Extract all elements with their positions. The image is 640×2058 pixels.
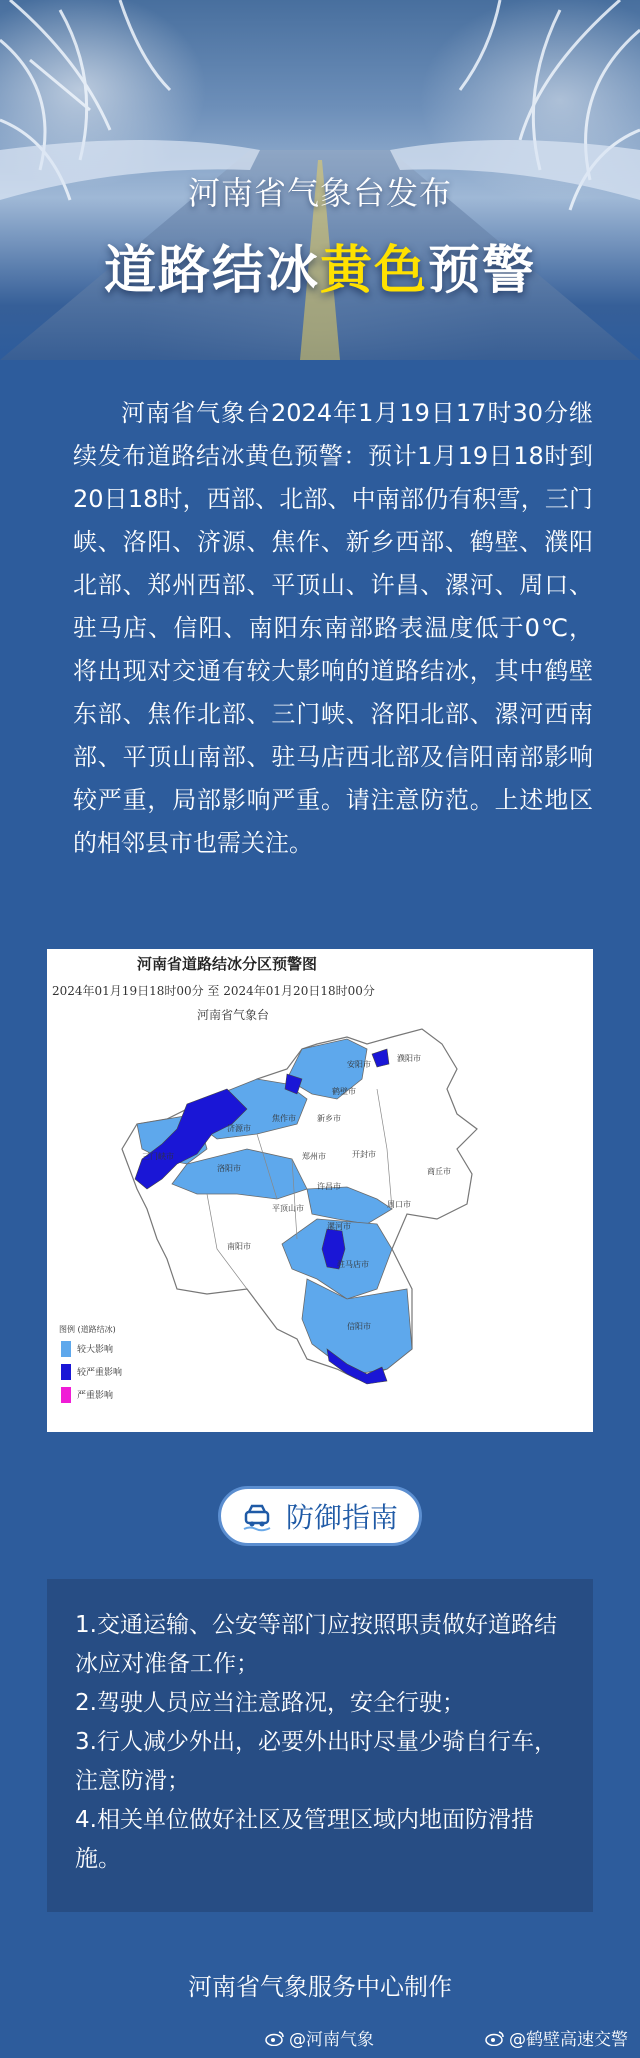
henan-warning-map (47, 949, 593, 1432)
producer-credit: 河南省气象服务中心制作 (188, 1973, 452, 2001)
warning-map-card (47, 949, 593, 1432)
city-label: 南阳市 (227, 1242, 251, 1251)
city-label: 开封市 (352, 1150, 376, 1159)
legend-label: 严重影响 (77, 1391, 114, 1401)
guide-item: 2.驾驶人员应当注意路况，安全行驶； (75, 1690, 465, 1716)
city-label: 洛阳市 (217, 1164, 241, 1173)
city-label: 商丘市 (427, 1167, 451, 1176)
warning-title: 道路结冰黄色预警 (103, 241, 537, 301)
legend-swatch-serious (61, 1387, 71, 1403)
legend-swatch-moderate (61, 1341, 71, 1357)
map-period: 2024年01月19日18时00分 至 2024年01月20日18时00分 (52, 984, 375, 998)
city-label: 焦作市 (272, 1114, 296, 1123)
weibo-watermark: @河南气象 (265, 2025, 374, 2050)
hero-banner (0, 0, 640, 360)
city-label: 新乡市 (317, 1114, 341, 1123)
city-label: 郑州市 (302, 1152, 326, 1161)
legend-label: 较大影响 (77, 1345, 114, 1355)
city-label: 三门峡市 (142, 1152, 174, 1161)
weibo-icon (265, 2030, 285, 2046)
weibo-watermark: @鹤壁高速交警 (485, 2025, 628, 2050)
guide-item: 4.相关单位做好社区及管理区域内地面防滑措施。 (75, 1807, 534, 1872)
issuer-subtitle: 河南省气象台发布 (187, 174, 452, 212)
map-issuer: 河南省气象台 (197, 1008, 270, 1022)
map-title: 河南省道路结冰分区预警图 (136, 955, 318, 973)
city-label: 安阳市 (347, 1060, 371, 1069)
city-label: 信阳市 (347, 1322, 371, 1331)
city-label: 周口市 (387, 1200, 411, 1209)
city-label: 济源市 (227, 1124, 251, 1133)
guide-item: 1.交通运输、公安等部门应按照职责做好道路结冰应对准备工作； (75, 1612, 557, 1677)
legend-label: 较严重影响 (77, 1368, 123, 1378)
defense-guide-list (47, 1579, 593, 1912)
city-label: 许昌市 (317, 1182, 341, 1191)
city-label: 平顶山市 (272, 1204, 304, 1213)
warning-body-text: 河南省气象台2024年1月19日17时30分继续发布道路结冰黄色预警：预计1月19日18时到20日18时，西部、北部、中南部仍有积雪，三门峡、洛阳、济源、焦作、新乡西部、鹤壁、濮阳北部、郑州西部、平顶山、许昌、漯河、周口、驻马店、信阳、南阳东南部路表温度低于0℃，将出现对交通有较大影响的道路结冰，其中鹤壁东部、焦作北部、三门峡、洛阳北部、漯河西南部、平顶山南部、驻马店西北部及信阳南部影响较严重，局部影响严重。请注意防范。上述地区的相邻县市也需关注。 (73, 399, 593, 857)
warning-level-highlight: 黄色 (319, 241, 428, 301)
city-label: 驻马店市 (337, 1260, 369, 1269)
car-warning-icon (242, 1500, 274, 1532)
city-label: 漯河市 (327, 1222, 351, 1231)
guide-item: 3.行人减少外出，必要外出时尽量少骑自行车，注意防滑； (75, 1729, 557, 1794)
legend-swatch-severe (61, 1364, 71, 1380)
weibo-icon (485, 2030, 505, 2046)
legend-title: 图例 (道路结冰) (59, 1325, 116, 1334)
city-label: 鹤壁市 (332, 1087, 356, 1096)
map-legend (61, 1341, 122, 1403)
city-label: 濮阳市 (397, 1054, 421, 1063)
defense-guide-label: 防御指南 (285, 1501, 398, 1534)
defense-guide-badge (218, 1486, 422, 1546)
